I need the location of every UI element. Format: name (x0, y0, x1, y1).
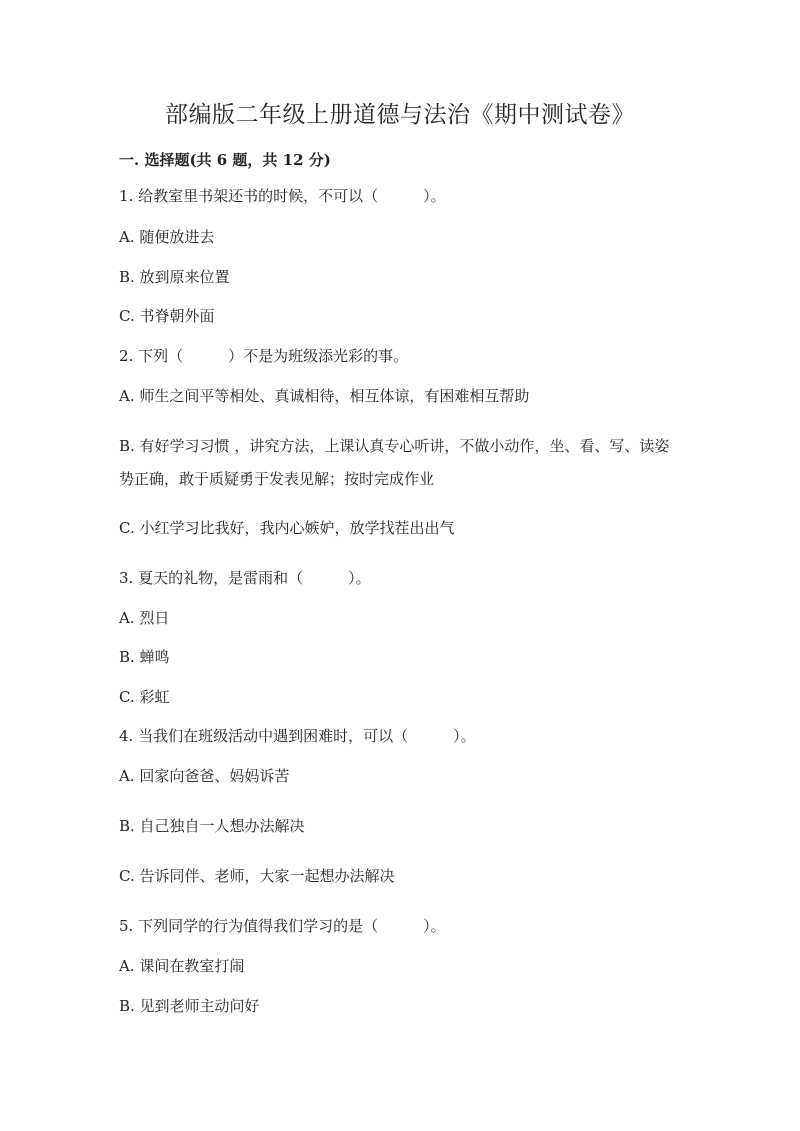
question-1-option-b: B. 放到原来位置 (119, 268, 230, 286)
question-2-option-b: B. 有好学习习惯 ，讲究方法，上课认真专心听讲，不做小动作，坐、看、写、读姿势正确，敢于质疑勇于发表见解；按时完成作业 (119, 437, 670, 488)
question-2-option-a: A. 师生之间平等相处、真诚相待，相互体谅，有困难相互帮助 (119, 387, 530, 405)
question-4-option-b: B. 自己独自一人想办法解决 (119, 817, 305, 835)
question-3-option-c: C. 彩虹 (119, 688, 170, 706)
question-3-option-a: A. 烈日 (119, 609, 170, 627)
page-title: 部编版二年级上册道德与法治《期中测试卷》 (165, 102, 635, 128)
section-heading: 一. 选择题(共 6 题，共 12 分) (119, 151, 331, 169)
question-4-option-a: A. 回家向爸爸、妈妈诉苦 (119, 767, 290, 785)
question-1-option-a: A. 随便放进去 (119, 228, 215, 246)
question-2-option-c: C. 小红学习比我好，我内心嫉妒，放学找茬出出气 (119, 519, 455, 537)
question-3-stem: 3. 夏天的礼物，是雷雨和（ ）。 (119, 569, 371, 587)
question-5-stem: 5. 下列同学的行为值得我们学习的是（ ）。 (119, 917, 446, 935)
question-1-stem: 1. 给教室里书架还书的时候，不可以（ ）。 (119, 187, 446, 205)
question-4-stem: 4. 当我们在班级活动中遇到困难时，可以（ ）。 (119, 727, 476, 745)
question-3-option-b: B. 蝉鸣 (119, 648, 170, 666)
question-5-option-a: A. 课间在教室打闹 (119, 957, 245, 975)
question-4-option-c: C. 告诉同伴、老师，大家一起想办法解决 (119, 867, 395, 885)
question-5-option-b: B. 见到老师主动问好 (119, 997, 260, 1015)
question-2-stem: 2. 下列（ ）不是为班级添光彩的事。 (119, 347, 409, 365)
question-1-option-c: C. 书脊朝外面 (119, 307, 215, 325)
